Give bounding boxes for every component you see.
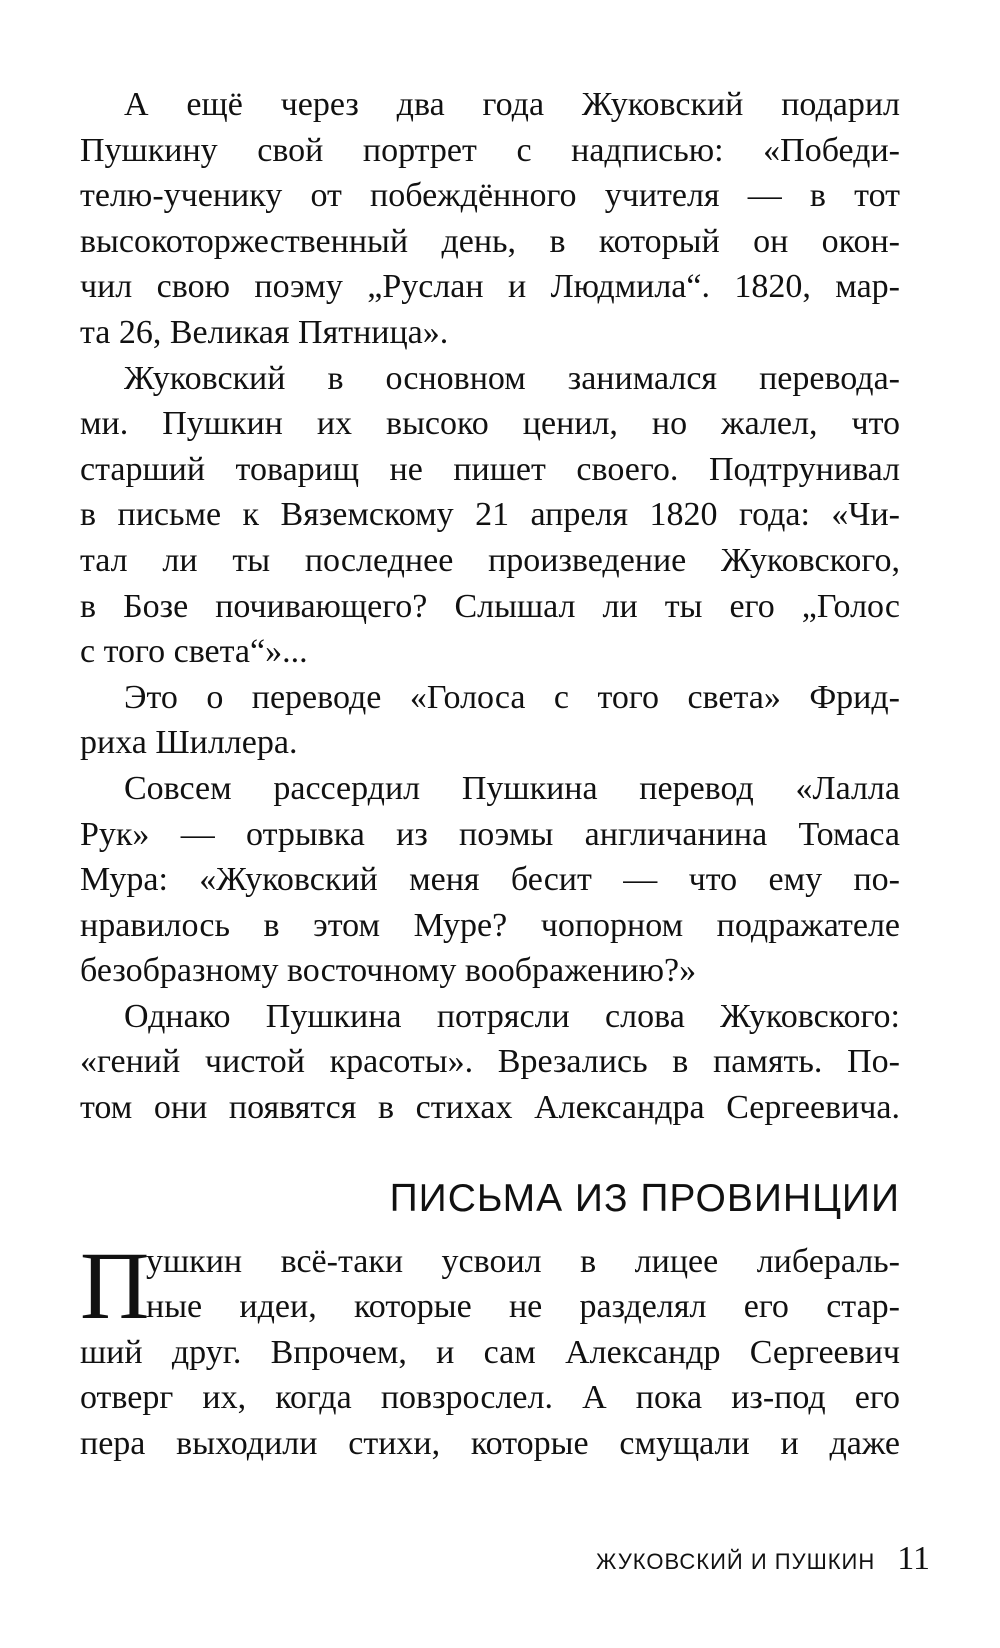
text-line: нравилось в этом Муре? чопорном подражателе [80, 906, 900, 944]
paragraph-3 [80, 675, 900, 766]
paragraph-2 [80, 356, 900, 675]
text-line: ми. Пушкин их высоко ценил, но жалел, что [80, 405, 900, 443]
text-line: та 26, Великая Пятница». [80, 313, 449, 351]
paragraph-4 [80, 766, 900, 994]
text-line: в Бозе почивающего? Слышал ли ты его „Голос [80, 587, 900, 625]
text-line: Рук» — отрывка из поэмы англичанина Томаса [80, 815, 900, 853]
running-head: ЖУКОВСКИЙ И ПУШКИН [596, 1549, 876, 1574]
text-line: А ещё через два года Жуковский подарил [124, 86, 900, 123]
drop-cap: П [80, 1231, 150, 1339]
text-line: ший друг. Впрочем, и сам Александр Сергеевич [80, 1333, 900, 1371]
text-line: телю-ученику от побеждённого учителя — в тот [80, 177, 900, 215]
section-title: ПИСЬМА ИЗ ПРОВИНЦИИ [389, 1176, 900, 1220]
text-line: старший товарищ не пишет своего. Подтрунивал [80, 450, 900, 488]
text-line: Совсем рассердил Пушкина перевод «Лалла [124, 769, 900, 807]
paragraph-5 [80, 994, 900, 1131]
text-line: риха Шиллера. [80, 724, 298, 762]
page-footer [596, 1540, 930, 1578]
text-line: ные идеи, которые не разделял его стар- [146, 1288, 900, 1326]
text-line: Это о переводе «Голоса с того света» Фрид- [124, 678, 900, 716]
page-body [80, 82, 900, 1467]
text-line: с того света“»... [80, 633, 308, 671]
text-line: Мура: «Жуковский меня бесит — что ему по- [80, 861, 900, 899]
text-line: пера выходили стихи, которые смущали и даже [80, 1425, 900, 1463]
text-line: Однако Пушкина потрясли слова Жуковского: [124, 997, 900, 1035]
text-line: Пушкину свой портрет с надписью: «Победи- [80, 131, 900, 169]
page-number: 11 [897, 1540, 930, 1577]
text-line: отверг их, когда повзрослел. А пока из-под его [80, 1379, 900, 1417]
text-line: безобразному восточному воображению?» [80, 952, 697, 990]
text-line: Жуковский в основном занимался перевода- [124, 359, 900, 397]
text-line: чил свою поэму „Руслан и Людмила“. 1820, мар- [80, 268, 900, 306]
text-line: «гений чистой красоты». Врезались в память. По- [80, 1043, 900, 1081]
text-line: ушкин всё-таки усвоил в лицее либераль- [146, 1242, 900, 1280]
paragraph-1 [80, 82, 900, 356]
section-paragraph [80, 1231, 900, 1467]
text-line: в письме к Вяземскому 21 апреля 1820 года: «Чи- [80, 496, 900, 534]
text-line: высокоторжественный день, в который он окон- [80, 222, 900, 260]
text-line: тал ли ты последнее произведение Жуковского, [80, 541, 900, 579]
text-line: том они появятся в стихах Александра Сергеевича. [80, 1089, 900, 1127]
